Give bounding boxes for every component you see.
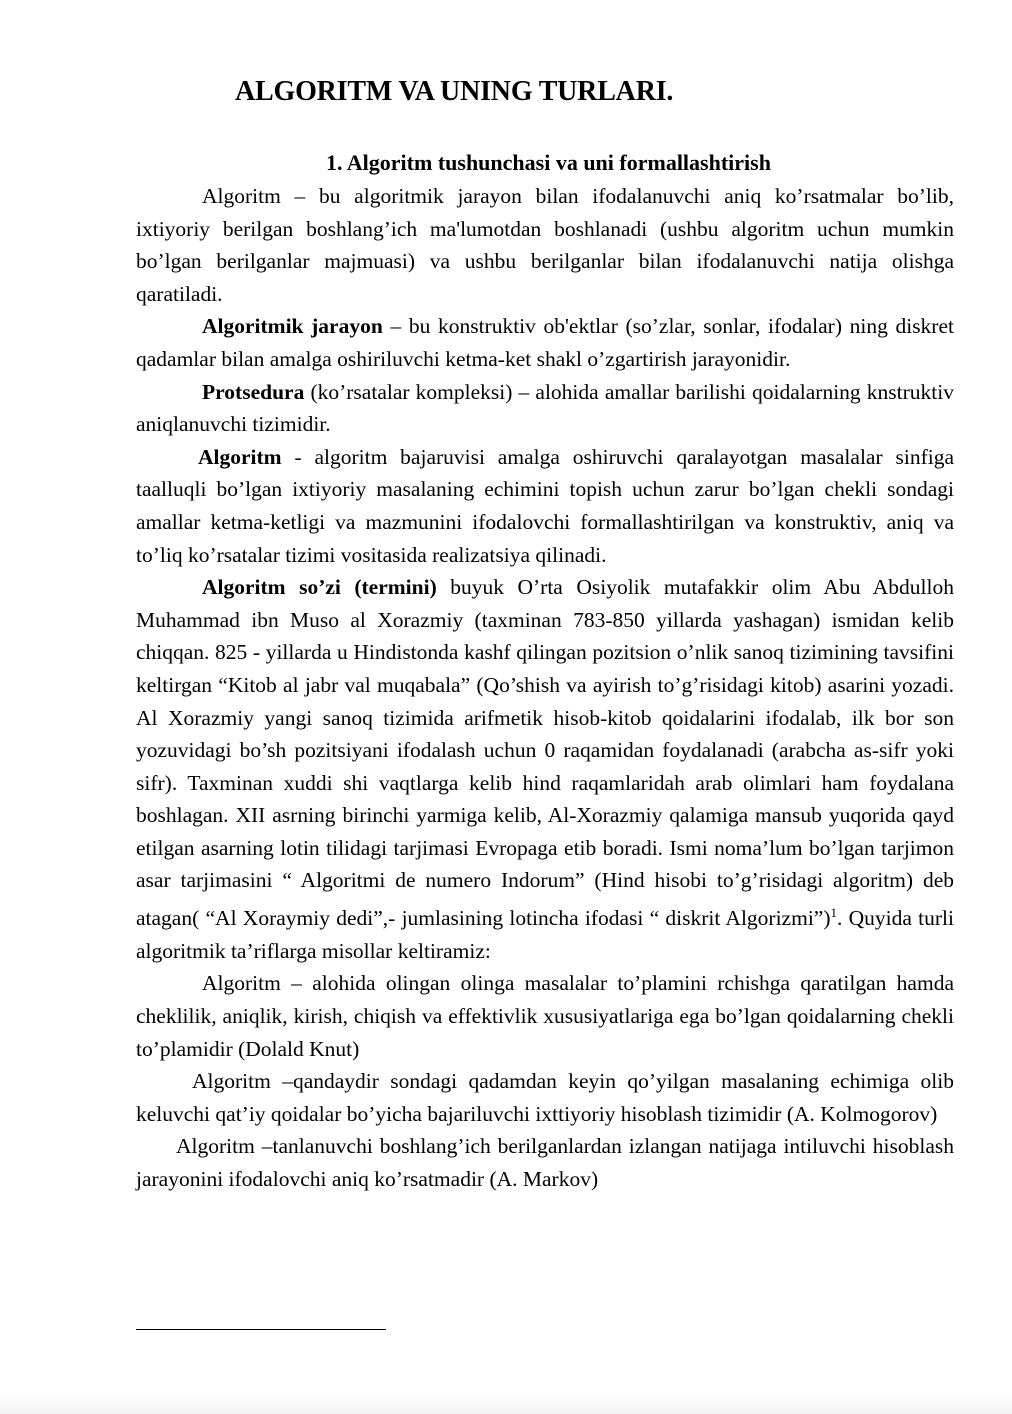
section-heading: 1. Algoritm tushunchasi va uni formallashtirish <box>326 150 771 175</box>
paragraph-text: Algoritm –tanlanuvchi boshlang’ich berilganlardan izlangan natijaga intiluvchi hisoblash jarayonini ifodalovchi aniq ko’rsatmadir (A. Markov) <box>136 1134 954 1191</box>
term-algoritm: Algoritm <box>198 444 282 469</box>
paragraph-text-tail: . Quyida turli algoritmik ta’riflarga misollar keltiramiz: <box>136 906 954 963</box>
paragraph-procedure <box>136 376 954 441</box>
document-body <box>136 180 954 1196</box>
term-protsedura: Protsedura <box>202 379 305 404</box>
paragraph-text: Algoritm – alohida olingan olinga masalalar to’plamini rchishga qaratilgan hamda cheklilik, aniqlik, kirish, chiqish va effektivlik xususiyatlariga ega bo’lgan qoidalarning chekli to’plamidir (Dolald Knut) <box>136 971 954 1061</box>
paragraph-text: – bu konstruktiv ob'ektlar (so’zlar, sonlar, ifodalar) ning diskret qadamlar bilan amalga oshiriluvchi ketma-ket shakl o’zgartirish jarayonidir. <box>136 314 954 371</box>
term-algoritm-sozi: Algoritm so’zi (termini) <box>202 575 437 600</box>
paragraph-etymology <box>136 571 954 967</box>
paragraph-text: buyuk O’rta Osiyolik mutafakkir olim Abu Abdulloh Muhammad ibn Muso al Xorazmiy (taxminan 783-850 yillarda yashagan) ismidan kelib chiqqan. 825 - yillarda u Hindistonda kashf qilingan pozitsion o’nlik sanoq tizimining tavsifini keltirgan “Kitob al jabr val muqabala” (Qo’shish va ayirish to’g’risidagi kitob) asarini yozadi. Al Xorazmiy yangi sanoq tizimida arifmetik hisob-kitob qoidalarini ifodalab, ilk bor son yozuvidagi bo’sh pozitsiyani ifodalash uchun 0 raqamidan foydalanadi (arabcha as-sifr yoki sifr). Taxminan xuddi shi vaqtlarga kelib hind raqamlaridah arab olimlari ham foydalana boshlagan. XII asrning birinchi yarmiga kelib, Al-Xorazmiy qalamiga mansub yuqorida qayd etilgan asarning lotin tilidagi tarjimasi Evropaga etib boradi. Ismi noma’lum bo’lgan tarjimon asar tarjimasini “ Algoritmi de numero Indorum” (Hind hisobi to’g’risidagi algoritm) deb atagan( “Al Xoraymiy dedi”,- jumlasining lotincha ifodasi “ diskrit Algorizmi”) <box>136 575 954 931</box>
page-bottom-edge <box>0 1392 1012 1414</box>
paragraph-text: (ko’rsatalar kompleksi) – alohida amallar barilishi qoidalarning knstruktiv aniqlanuvchi tizimidir. <box>136 379 954 437</box>
paragraph-kolmogorov-definition <box>136 1065 954 1130</box>
footnote-mark[interactable]: 1 <box>830 905 837 921</box>
footnote-separator <box>136 1329 386 1330</box>
paragraph-algorithmic-process <box>136 310 954 375</box>
paragraph-markov-definition <box>136 1130 954 1195</box>
paragraph-text: Algoritm –qandaydir sondagi qadamdan keyin qo’yilgan masalaning echimiga olib keluvchi qat’iy qoidalar bo’yicha bajariluvchi ixttiyoriy hisoblash tizimidir (A. Kolmogorov) <box>136 1069 954 1126</box>
paragraph-text: Algoritm – bu algoritmik jarayon bilan ifodalanuvchi aniq ko’rsatmalar bo’lib, ixtiyoriy berilgan boshlang’ich ma'lumotdan boshlanadi (ushbu algoritm uchun mumkin bo’lgan berilganlar majmuasi) va ushbu berilganlar bilan ifodalanuvchi natija olishga qaratiladi. <box>136 184 954 306</box>
paragraph-definition <box>136 180 954 310</box>
term-algoritmik-jarayon: Algoritmik jarayon <box>202 314 383 339</box>
paragraph-algorithm <box>136 441 954 571</box>
paragraph-text: - algoritm bajaruvisi amalga oshiruvchi qaralayotgan masalalar sinfiga taalluqli bo’lgan ixtiyoriy masalaning echimini topish uchun zarur bo’lgan chekli sondagi amallar ketma-ketligi va mazmunini ifodalovchi formallashtirilgan va konstruktiv, aniq va to’liq ko’rsatalar tizimi vositasida realizatsiya qilinadi. <box>136 444 954 567</box>
document-title: ALGORITM VA UNING TURLARI. <box>235 76 674 107</box>
paragraph-knuth-definition <box>136 967 954 1065</box>
